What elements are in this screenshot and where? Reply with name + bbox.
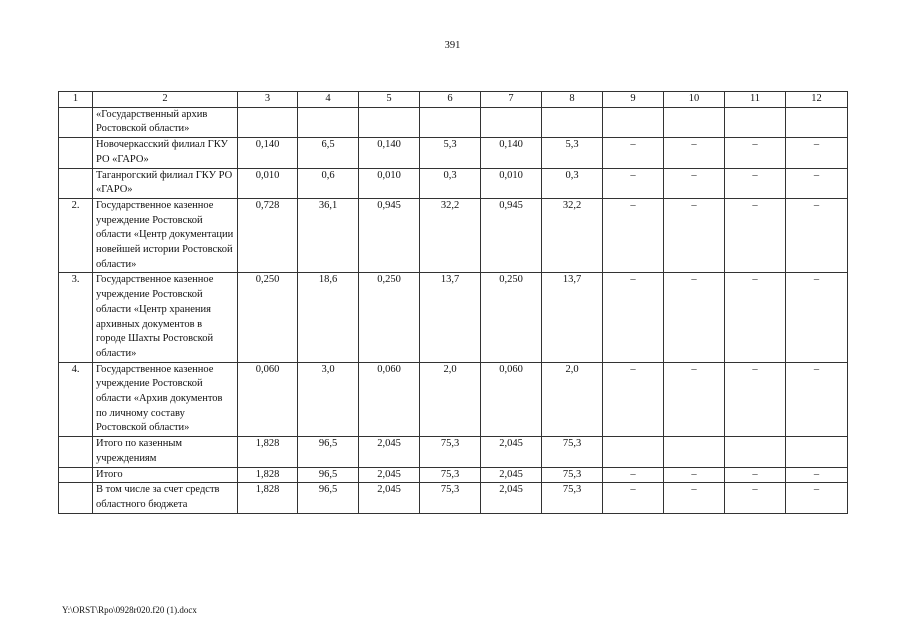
value-cell: 0,140 (481, 138, 542, 168)
value-cell (603, 437, 664, 467)
value-cell: – (786, 198, 848, 273)
institution-name: «Государственный архив Ростовской области» (93, 107, 238, 137)
value-cell (725, 437, 786, 467)
value-cell: 0,060 (238, 362, 298, 437)
value-cell: – (725, 467, 786, 483)
value-cell: 2,045 (481, 437, 542, 467)
value-cell: – (786, 273, 848, 362)
value-cell: 0,010 (238, 168, 298, 198)
column-header: 4 (298, 92, 359, 108)
value-cell: – (786, 467, 848, 483)
column-header: 6 (420, 92, 481, 108)
value-cell: – (725, 138, 786, 168)
institution-name: Итого по казенным учреждениям (93, 437, 238, 467)
value-cell: 2,045 (359, 437, 420, 467)
value-cell: 0,6 (298, 168, 359, 198)
value-cell: 0,250 (481, 273, 542, 362)
value-cell: 1,828 (238, 437, 298, 467)
value-cell: 0,3 (420, 168, 481, 198)
value-cell (725, 107, 786, 137)
value-cell: 0,140 (238, 138, 298, 168)
institution-name: Новочеркасский филиал ГКУ РО «ГАРО» (93, 138, 238, 168)
value-cell: 13,7 (542, 273, 603, 362)
value-cell: 5,3 (542, 138, 603, 168)
column-header: 7 (481, 92, 542, 108)
column-header: 11 (725, 92, 786, 108)
institution-name: Государственное казенное учреждение Ростовской области «Центр хранения архивных документов в городе Шахты Ростовской области» (93, 273, 238, 362)
header-row (59, 92, 848, 108)
column-header: 3 (238, 92, 298, 108)
value-cell: – (725, 273, 786, 362)
column-header: 8 (542, 92, 603, 108)
value-cell: 0,250 (238, 273, 298, 362)
institution-name: Таганрогский филиал ГКУ РО «ГАРО» (93, 168, 238, 198)
value-cell: – (664, 362, 725, 437)
value-cell: 0,010 (359, 168, 420, 198)
value-cell: 1,828 (238, 467, 298, 483)
value-cell: 32,2 (420, 198, 481, 273)
value-cell: 32,2 (542, 198, 603, 273)
value-cell: – (603, 198, 664, 273)
value-cell: 75,3 (420, 437, 481, 467)
value-cell (664, 437, 725, 467)
value-cell: 13,7 (420, 273, 481, 362)
value-cell (664, 107, 725, 137)
value-cell: 18,6 (298, 273, 359, 362)
page-number: 391 (444, 40, 461, 51)
row-number (59, 437, 93, 467)
value-cell: 0,945 (481, 198, 542, 273)
value-cell: 96,5 (298, 467, 359, 483)
value-cell: – (664, 168, 725, 198)
value-cell: – (664, 467, 725, 483)
value-cell (786, 437, 848, 467)
data-table (58, 91, 848, 514)
value-cell: 0,060 (359, 362, 420, 437)
value-cell: – (786, 138, 848, 168)
value-cell: 75,3 (542, 437, 603, 467)
value-cell: – (603, 467, 664, 483)
value-cell: 75,3 (420, 483, 481, 513)
value-cell: – (725, 198, 786, 273)
value-cell: 96,5 (298, 437, 359, 467)
value-cell (298, 107, 359, 137)
value-cell: 75,3 (542, 483, 603, 513)
value-cell: – (664, 273, 725, 362)
row-number (59, 168, 93, 198)
value-cell (420, 107, 481, 137)
value-cell: 2,045 (359, 467, 420, 483)
row-number: 3. (59, 273, 93, 362)
table-row (59, 138, 848, 168)
value-cell: – (603, 138, 664, 168)
institution-name: Государственное казенное учреждение Ростовской области «Центр документации новейшей истории Ростовской области» (93, 198, 238, 273)
institution-name: Итого (93, 467, 238, 483)
table-row (59, 168, 848, 198)
value-cell: 0,140 (359, 138, 420, 168)
table-row (59, 273, 848, 362)
value-cell: 0,945 (359, 198, 420, 273)
value-cell: 2,045 (359, 483, 420, 513)
table-row (59, 467, 848, 483)
value-cell (542, 107, 603, 137)
column-header: 12 (786, 92, 848, 108)
value-cell: 2,045 (481, 467, 542, 483)
row-number (59, 483, 93, 513)
row-number (59, 107, 93, 137)
table-row (59, 107, 848, 137)
table-row (59, 362, 848, 437)
table-row (59, 437, 848, 467)
value-cell: – (725, 168, 786, 198)
value-cell: – (664, 483, 725, 513)
value-cell: – (725, 483, 786, 513)
footer-file-path: Y:\ORST\Rpo\0928r020.f20 (1).docx (62, 605, 197, 615)
value-cell (786, 107, 848, 137)
value-cell: 6,5 (298, 138, 359, 168)
value-cell: 36,1 (298, 198, 359, 273)
value-cell (238, 107, 298, 137)
value-cell (603, 107, 664, 137)
value-cell (481, 107, 542, 137)
row-number: 4. (59, 362, 93, 437)
value-cell: 2,045 (481, 483, 542, 513)
value-cell: – (603, 362, 664, 437)
value-cell: 96,5 (298, 483, 359, 513)
column-header: 1 (59, 92, 93, 108)
row-number (59, 138, 93, 168)
value-cell: 0,250 (359, 273, 420, 362)
value-cell: – (786, 362, 848, 437)
value-cell: – (786, 483, 848, 513)
value-cell (359, 107, 420, 137)
table-row (59, 198, 848, 273)
value-cell: 2,0 (420, 362, 481, 437)
row-number: 2. (59, 198, 93, 273)
institution-name: В том числе за счет средств областного бюджета (93, 483, 238, 513)
value-cell: – (603, 483, 664, 513)
value-cell: – (603, 273, 664, 362)
value-cell: – (664, 198, 725, 273)
value-cell: – (603, 168, 664, 198)
value-cell: 0,060 (481, 362, 542, 437)
value-cell: 0,010 (481, 168, 542, 198)
value-cell: – (664, 138, 725, 168)
institution-name: Государственное казенное учреждение Ростовской области «Архив документов по личному составу Ростовской области» (93, 362, 238, 437)
value-cell: – (725, 362, 786, 437)
value-cell: 1,828 (238, 483, 298, 513)
table-row (59, 483, 848, 513)
row-number (59, 467, 93, 483)
value-cell: 2,0 (542, 362, 603, 437)
value-cell: 5,3 (420, 138, 481, 168)
column-header: 10 (664, 92, 725, 108)
column-header: 2 (93, 92, 238, 108)
value-cell: 75,3 (542, 467, 603, 483)
value-cell: 0,3 (542, 168, 603, 198)
value-cell: 75,3 (420, 467, 481, 483)
value-cell: – (786, 168, 848, 198)
value-cell: 0,728 (238, 198, 298, 273)
column-header: 9 (603, 92, 664, 108)
column-header: 5 (359, 92, 420, 108)
value-cell: 3,0 (298, 362, 359, 437)
